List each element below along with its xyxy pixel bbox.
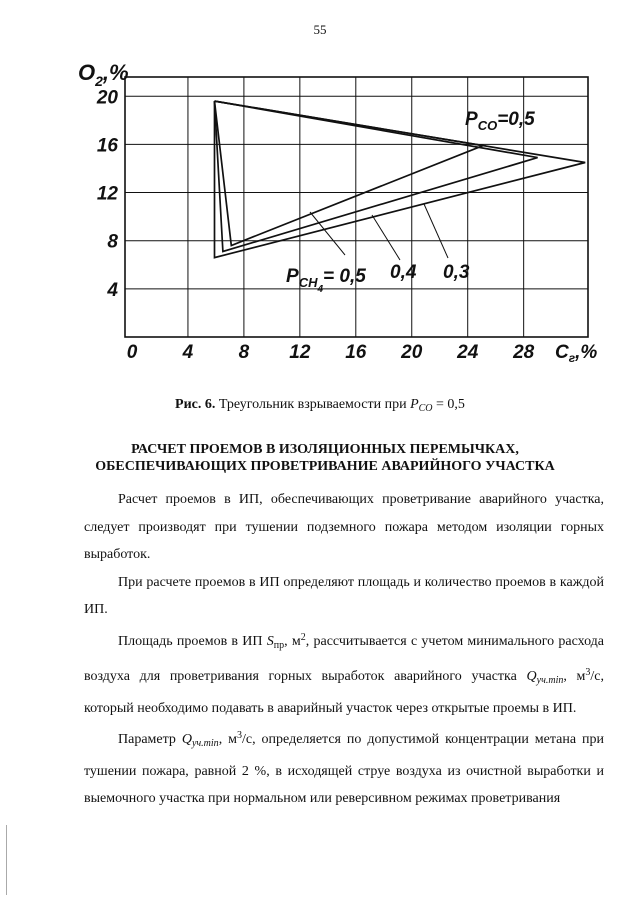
y-tick-label-1: 16 bbox=[96, 135, 118, 157]
y-axis-label: $O_2,\%$ bbox=[78, 60, 129, 89]
figure-caption bbox=[0, 397, 640, 414]
paragraph-3: Площадь проемов в ИП $S_{пр}$, $м^2$, рассчитывается с учетом минимального расхода воздуха для проветривания горных выработок аварийного участка $Q_{уч.min}$, $м^3/с$, который необходимо подавать в аварийный участок через открытые проемы в ИП. bbox=[84, 631, 605, 716]
leader-line-1 bbox=[372, 215, 400, 260]
figure-caption-label: Рис. 6. bbox=[175, 397, 216, 412]
figure-caption-value: = 0,5 bbox=[432, 397, 465, 412]
section-heading bbox=[60, 441, 590, 475]
section-body bbox=[84, 486, 604, 813]
x-tick-label-6: 24 bbox=[457, 342, 479, 363]
annotation-03: 0,3 bbox=[443, 262, 470, 283]
leader-line-0 bbox=[310, 212, 345, 255]
explosion-triangle-chart bbox=[0, 55, 640, 380]
figure-caption-var: P bbox=[410, 397, 419, 412]
x-tick-label-2: 8 bbox=[238, 342, 250, 363]
section-heading-line2: ОБЕСПЕЧИВАЮЩИХ ПРОВЕТРИВАНИЕ АВАРИЙНОГО УЧАСТКА bbox=[95, 459, 555, 474]
x-axis-label: $C_г,\%$ bbox=[555, 342, 598, 365]
y-tick-label-3: 8 bbox=[107, 231, 118, 253]
x-tick-label-1: 4 bbox=[182, 342, 194, 363]
paragraph-4: Параметр $Q_{уч.min}$, $м^3/с$, определяется по допустимой концентрации метана при тушении пожара, равной 2 %, в исходящей струе воздуха из очистной выработки и выемочного участка при нормальном или реверсивном режимах проветривания bbox=[84, 730, 605, 806]
y-tick-label-2: 12 bbox=[96, 183, 118, 205]
annotation-pch4: $P_{CH4}= 0,5$ bbox=[286, 266, 366, 295]
y-tick-label-0: 20 bbox=[96, 87, 118, 109]
scan-edge-line bbox=[6, 825, 7, 895]
chart-leader-lines bbox=[310, 204, 448, 260]
paragraph-1: Расчет проемов в ИП, обеспечивающих проветривание аварийного участка, следует производят при тушении подземного пожара методом изоляции горных выработок. bbox=[84, 492, 604, 562]
page-number: 55 bbox=[313, 22, 327, 37]
x-tick-label-0: 0 bbox=[126, 342, 138, 363]
figure-caption-text: Треугольник взрываемости при bbox=[215, 397, 411, 412]
x-tick-label-4: 16 bbox=[345, 342, 367, 363]
x-tick-label-3: 12 bbox=[289, 342, 311, 363]
x-tick-label-5: 20 bbox=[401, 342, 423, 363]
figure-caption-sub: CO bbox=[418, 403, 433, 414]
section-heading-line1: РАСЧЕТ ПРОЕМОВ В ИЗОЛЯЦИОННЫХ ПЕРЕМЫЧКАХ, bbox=[131, 442, 519, 457]
paragraph-2: При расчете проемов в ИП определяют площадь и количество проемов в каждой ИП. bbox=[84, 574, 604, 617]
leader-line-2 bbox=[424, 204, 448, 258]
y-tick-label-4: 4 bbox=[107, 279, 118, 301]
x-tick-label-7: 28 bbox=[513, 342, 535, 363]
annotation-pco: $P_{CO}=0,5$ bbox=[465, 109, 535, 133]
annotation-04: 0,4 bbox=[390, 262, 417, 283]
